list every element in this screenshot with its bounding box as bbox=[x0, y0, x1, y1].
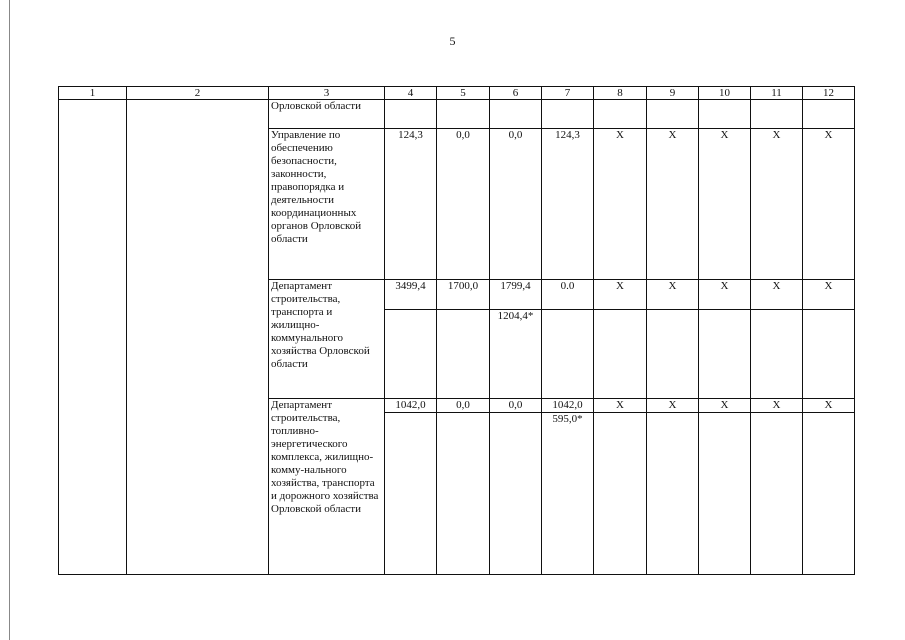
column-header: 3 bbox=[269, 87, 385, 100]
column-header: 2 bbox=[127, 87, 269, 100]
column-header: 1 bbox=[59, 87, 127, 100]
value-cell bbox=[803, 413, 855, 575]
value-cell: X bbox=[803, 129, 855, 280]
budget-table bbox=[58, 86, 855, 575]
value-cell: X bbox=[699, 399, 751, 413]
column-header: 9 bbox=[647, 87, 699, 100]
value-cell: 0,0 bbox=[437, 399, 490, 413]
value-cell: X bbox=[647, 129, 699, 280]
value-cell bbox=[542, 310, 594, 399]
organization-name: Управление по обеспечению безопасности, законности, правопорядка и деятельности координационных органов Орловской области bbox=[269, 129, 385, 280]
value-cell: 1042,0 bbox=[385, 399, 437, 413]
column-header: 8 bbox=[594, 87, 647, 100]
value-cell: 124,3 bbox=[542, 129, 594, 280]
value-cell: X bbox=[647, 399, 699, 413]
value-cell bbox=[594, 310, 647, 399]
value-cell bbox=[803, 310, 855, 399]
value-cell: X bbox=[803, 399, 855, 413]
value-cell bbox=[542, 100, 594, 129]
column-header: 6 bbox=[490, 87, 542, 100]
value-cell bbox=[751, 413, 803, 575]
value-cell bbox=[647, 413, 699, 575]
cell-col-1 bbox=[59, 100, 127, 575]
value-cell: X bbox=[751, 129, 803, 280]
value-cell bbox=[647, 100, 699, 129]
table-row bbox=[59, 100, 855, 129]
value-cell: 1042,0 bbox=[542, 399, 594, 413]
value-cell: 0,0 bbox=[490, 399, 542, 413]
organization-name: Орловской области bbox=[269, 100, 385, 129]
column-header: 4 bbox=[385, 87, 437, 100]
value-cell: 124,3 bbox=[385, 129, 437, 280]
column-header: 12 bbox=[803, 87, 855, 100]
value-cell bbox=[490, 413, 542, 575]
column-header: 5 bbox=[437, 87, 490, 100]
value-cell: X bbox=[594, 129, 647, 280]
value-cell: X bbox=[594, 280, 647, 310]
value-cell: X bbox=[647, 280, 699, 310]
column-header: 11 bbox=[751, 87, 803, 100]
value-cell bbox=[594, 413, 647, 575]
value-cell bbox=[751, 310, 803, 399]
value-cell bbox=[385, 310, 437, 399]
value-cell bbox=[490, 100, 542, 129]
column-header-row bbox=[59, 87, 855, 100]
column-header: 7 bbox=[542, 87, 594, 100]
value-cell bbox=[437, 413, 490, 575]
value-cell bbox=[699, 310, 751, 399]
organization-name: Департамент строительства, топливно-энергетического комплекса, жилищно-комму-нального хозяйства, транспорта и дорожного хозяйства Орловской области bbox=[269, 399, 385, 575]
column-header: 10 bbox=[699, 87, 751, 100]
value-cell: 1204,4* bbox=[490, 310, 542, 399]
cell-col-2 bbox=[127, 100, 269, 575]
value-cell bbox=[594, 100, 647, 129]
value-cell: 595,0* bbox=[542, 413, 594, 575]
organization-name: Департамент строительства, транспорта и жилищно-коммунального хозяйства Орловской области bbox=[269, 280, 385, 399]
value-cell: 1799,4 bbox=[490, 280, 542, 310]
value-cell bbox=[803, 100, 855, 129]
value-cell: 0,0 bbox=[437, 129, 490, 280]
value-cell bbox=[385, 100, 437, 129]
value-cell: X bbox=[594, 399, 647, 413]
value-cell: 3499,4 bbox=[385, 280, 437, 310]
value-cell bbox=[647, 310, 699, 399]
value-cell bbox=[699, 100, 751, 129]
value-cell: X bbox=[699, 129, 751, 280]
value-cell: 0,0 bbox=[490, 129, 542, 280]
value-cell bbox=[385, 413, 437, 575]
value-cell: X bbox=[751, 399, 803, 413]
page-number: 5 bbox=[449, 34, 456, 48]
value-cell: X bbox=[699, 280, 751, 310]
value-cell bbox=[437, 310, 490, 399]
value-cell: X bbox=[751, 280, 803, 310]
value-cell bbox=[437, 100, 490, 129]
value-cell: X bbox=[803, 280, 855, 310]
left-margin-line bbox=[9, 0, 10, 640]
value-cell: 1700,0 bbox=[437, 280, 490, 310]
value-cell bbox=[699, 413, 751, 575]
value-cell bbox=[751, 100, 803, 129]
value-cell: 0.0 bbox=[542, 280, 594, 310]
